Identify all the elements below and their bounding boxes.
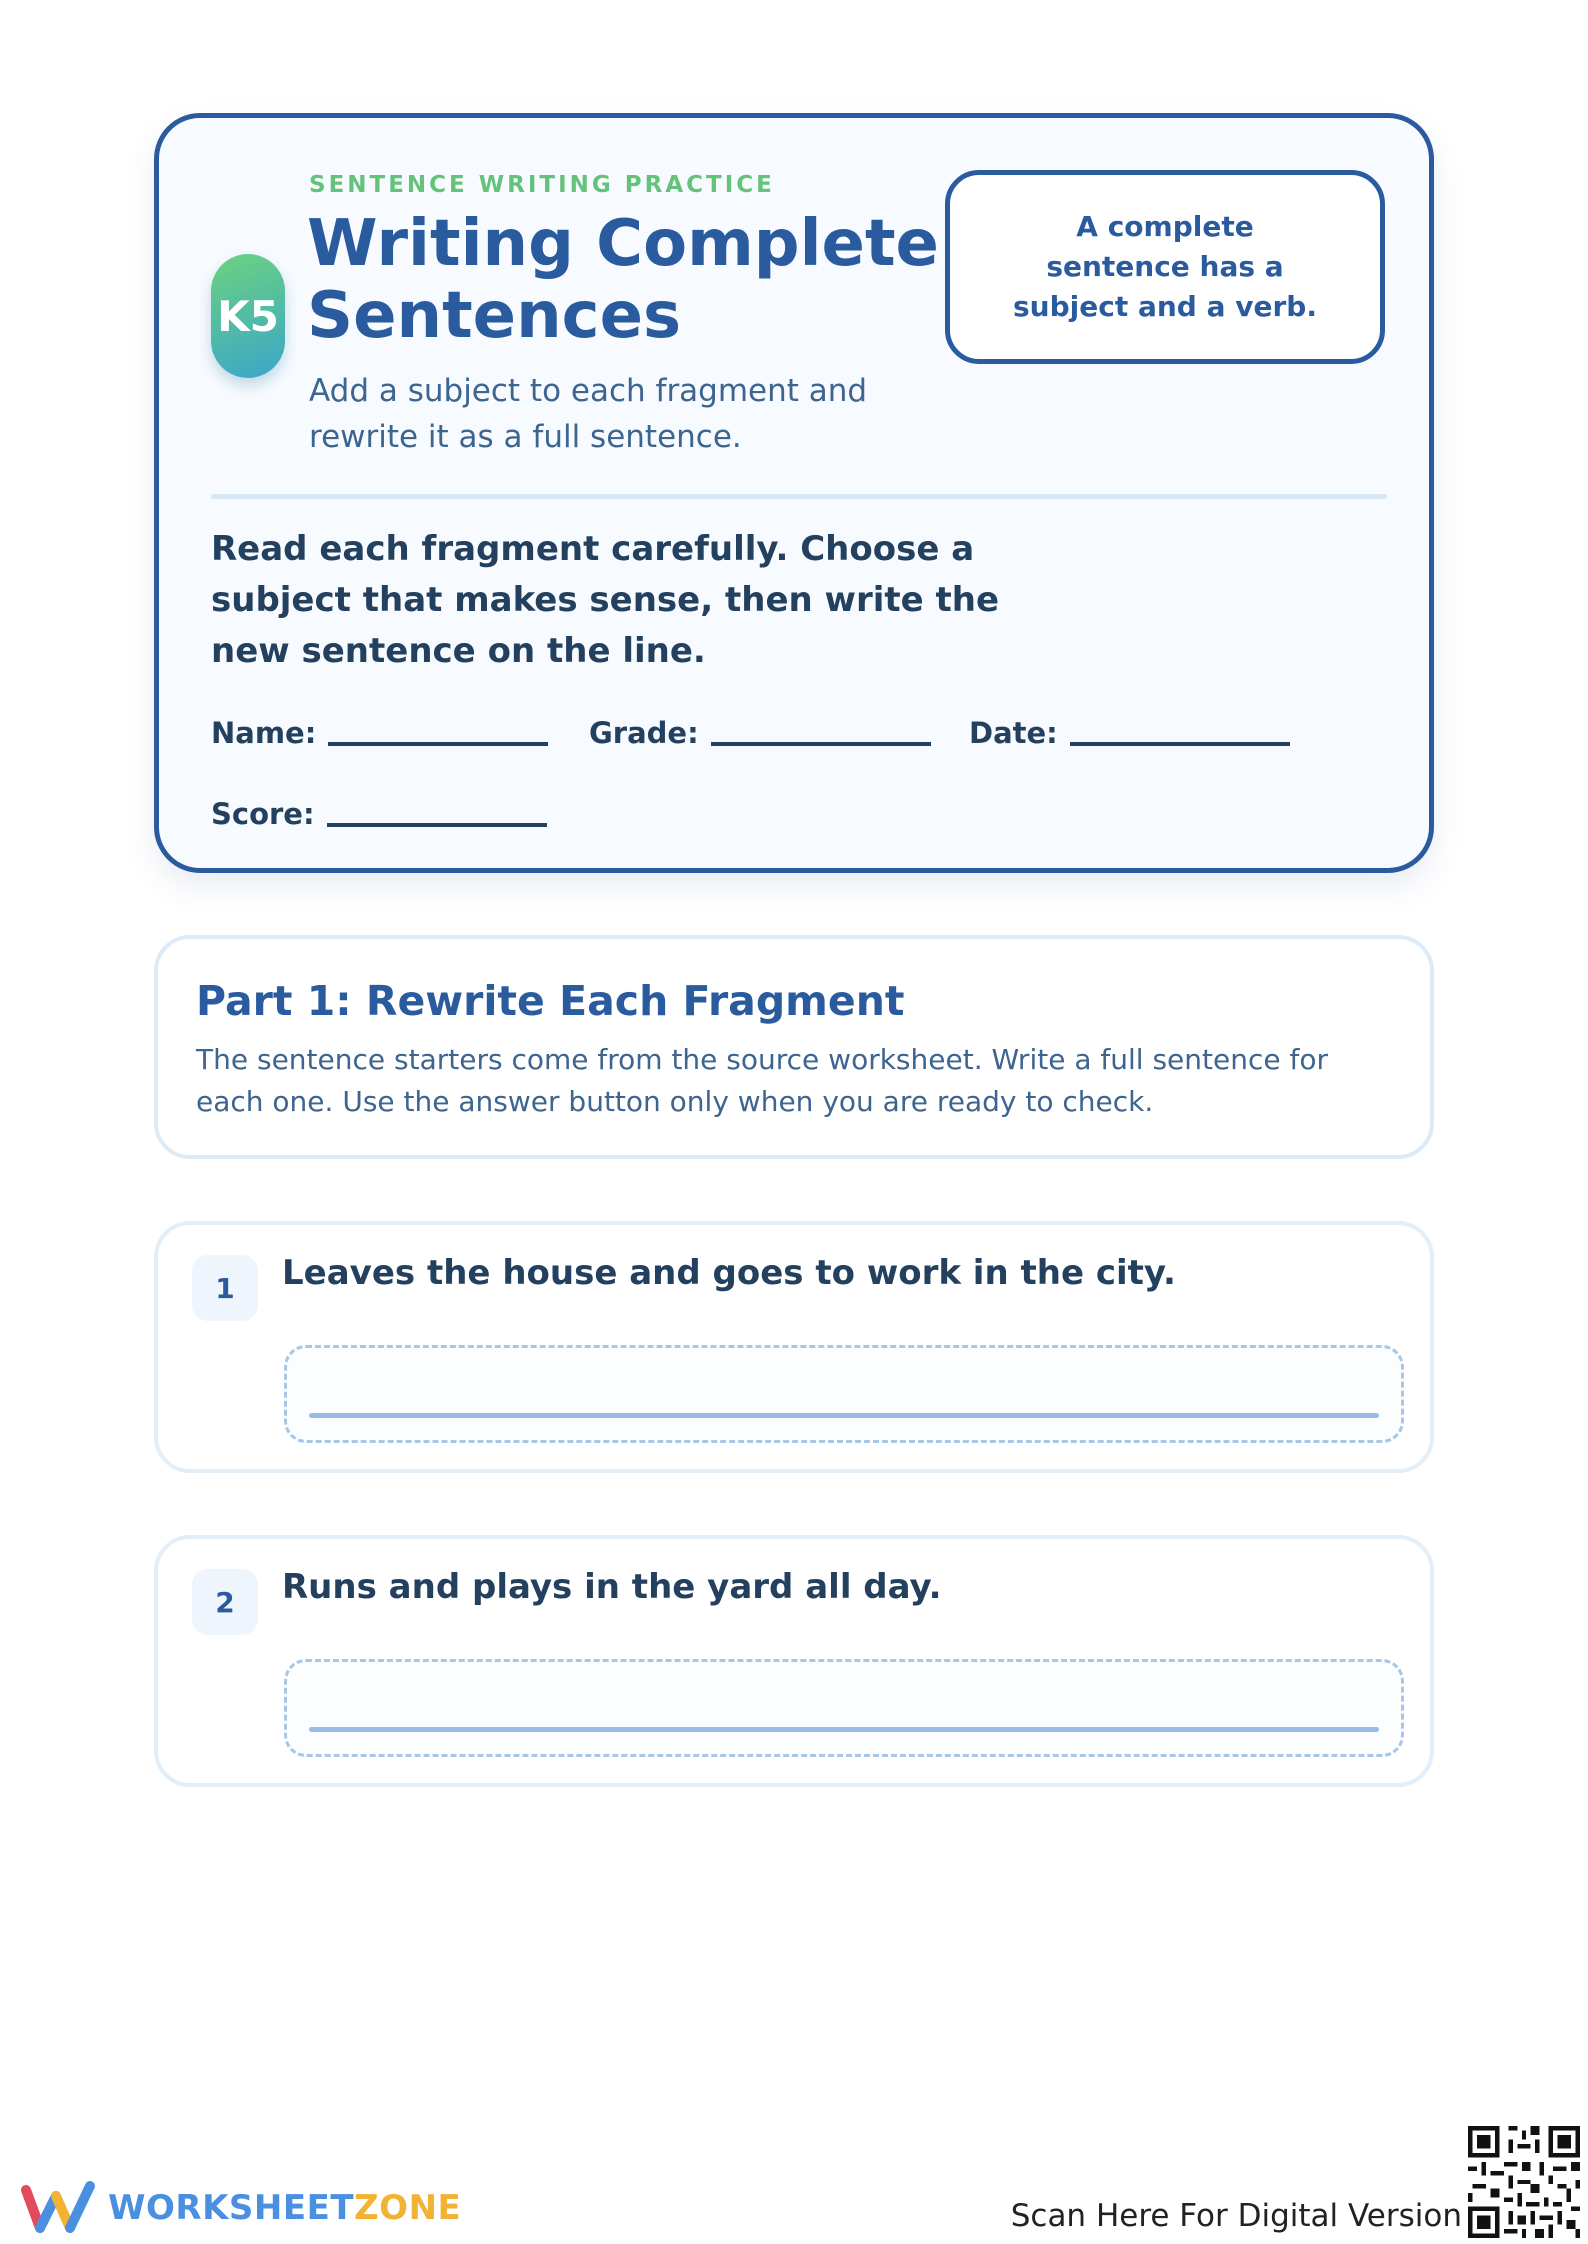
divider xyxy=(211,494,1387,499)
brand[interactable] xyxy=(20,2180,461,2236)
part1-title: Part 1: Rewrite Each Fragment xyxy=(196,977,905,1025)
date-line[interactable] xyxy=(1070,742,1290,746)
tip-box xyxy=(945,170,1385,364)
grade-field xyxy=(589,716,931,750)
name-field xyxy=(211,716,548,750)
question-number: 1 xyxy=(192,1255,258,1321)
name-label: Name: xyxy=(211,716,317,750)
instructions-text: Read each fragment carefully. Choose a subject that makes sense, then write the new sentence on the line. xyxy=(211,529,1000,671)
score-line[interactable] xyxy=(327,823,547,827)
page-subtitle: Add a subject to each fragment and rewrite it as a full sentence. xyxy=(309,373,868,455)
question-card-1 xyxy=(154,1221,1434,1473)
grade-label: Grade: xyxy=(589,716,699,750)
worksheetzone-logo-icon xyxy=(20,2180,98,2236)
score-field xyxy=(211,797,547,831)
tip-text: A complete sentence has a subject and a verb. xyxy=(1013,210,1317,323)
header-card xyxy=(154,113,1434,873)
brand-word-zone: ZONE xyxy=(354,2188,462,2228)
qr-code-icon[interactable] xyxy=(1468,2126,1580,2238)
question-text: Leaves the house and goes to work in the city. xyxy=(282,1253,1176,1293)
score-label: Score: xyxy=(211,797,315,831)
part1-card xyxy=(154,935,1434,1159)
answer-input-1[interactable] xyxy=(284,1345,1404,1443)
question-number: 2 xyxy=(192,1569,258,1635)
question-text: Runs and plays in the yard all day. xyxy=(282,1567,942,1607)
brand-word-worksheet: WORKSHEET xyxy=(108,2188,355,2228)
scan-text: Scan Here For Digital Version xyxy=(1010,2198,1462,2234)
k5-badge: K5 xyxy=(211,254,285,378)
eyebrow-label: SENTENCE WRITING PRACTICE xyxy=(309,172,775,198)
brand-name xyxy=(108,2188,461,2228)
part1-description: The sentence starters come from the source worksheet. Write a full sentence for each one. Use the answer button only when you are ready to check. xyxy=(196,1043,1328,1118)
answer-input-2[interactable] xyxy=(284,1659,1404,1757)
date-label: Date: xyxy=(969,716,1058,750)
name-line[interactable] xyxy=(328,742,548,746)
question-card-2 xyxy=(154,1535,1434,1787)
answer-line xyxy=(309,1413,1379,1418)
grade-line[interactable] xyxy=(711,742,931,746)
date-field xyxy=(969,716,1290,750)
page-title: Writing Complete Sentences xyxy=(307,207,939,353)
answer-line xyxy=(309,1727,1379,1732)
